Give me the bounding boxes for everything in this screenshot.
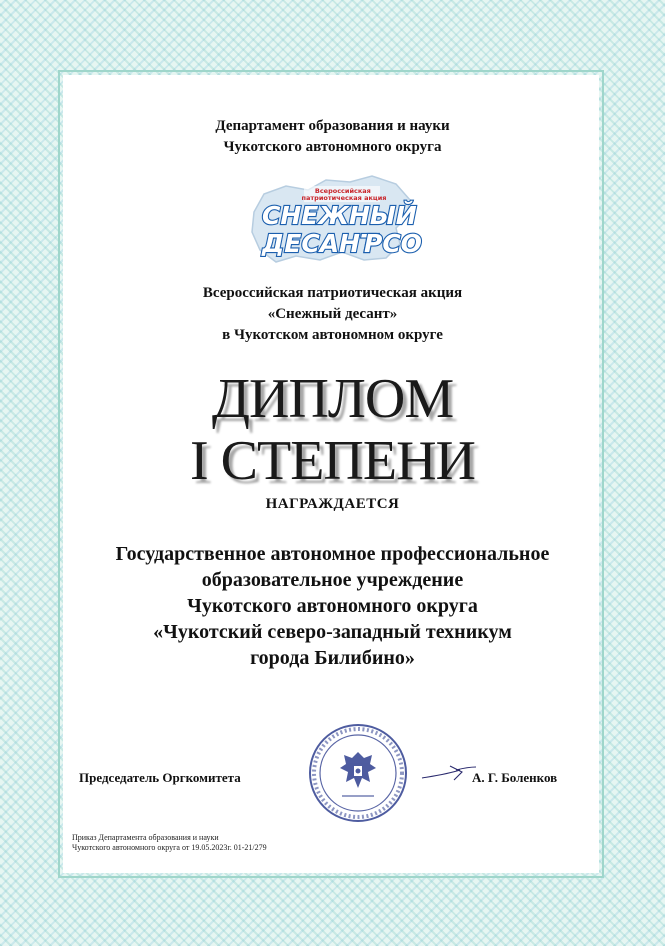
recipient-line-2: образовательное учреждение: [201, 569, 464, 591]
diploma-title: [0, 368, 665, 492]
diploma-title-line: ДИПЛОМ: [211, 368, 454, 430]
action-heading: [0, 283, 665, 346]
handwritten-signature: [420, 758, 480, 788]
order-line-1: Приказ Департамента образования и науки: [72, 833, 219, 842]
logo-line-1: СНЕЖНЫЙ: [262, 201, 417, 230]
logo-small-text: Всероссийская патриотическая акция: [301, 187, 387, 202]
recipient-line-1: Государственное автономное профессиональное: [115, 543, 550, 565]
diploma-degree-line: I СТЕПЕНИ: [190, 430, 475, 492]
signer-position: Председатель Оргкомитета: [79, 770, 241, 785]
coat-of-arms-icon: [340, 752, 376, 788]
order-reference: [72, 833, 267, 853]
signer-name: А. Г. Боленков: [472, 770, 558, 785]
action-line-1: Всероссийская патриотическая акция: [202, 285, 463, 301]
logo-line-2: ДЕСАНТ: [262, 229, 378, 258]
action-line-3: в Чукотском автономном округе: [222, 327, 443, 343]
department-heading: [0, 116, 665, 158]
awarded-label: НАГРАЖДАЕТСЯ: [265, 496, 400, 512]
department-line-2: Чукотского автономного округа: [223, 139, 442, 155]
recipient-line-4: «Чукотский северо-западный техникум: [153, 621, 512, 643]
recipient-line-5: города Билибино»: [250, 647, 415, 669]
logo-suffix: РСО: [364, 229, 422, 258]
recipient-name: [0, 541, 665, 671]
official-stamp-icon: [306, 722, 410, 824]
recipient-line-3: Чукотского автономного округа: [187, 595, 478, 617]
action-line-2: «Снежный десант»: [267, 306, 398, 322]
department-line-1: Департамент образования и науки: [215, 118, 450, 134]
snow-landing-logo: [246, 172, 422, 270]
order-line-2: Чукотского автономного округа от 19.05.2023г. 01-21/279: [72, 843, 267, 852]
